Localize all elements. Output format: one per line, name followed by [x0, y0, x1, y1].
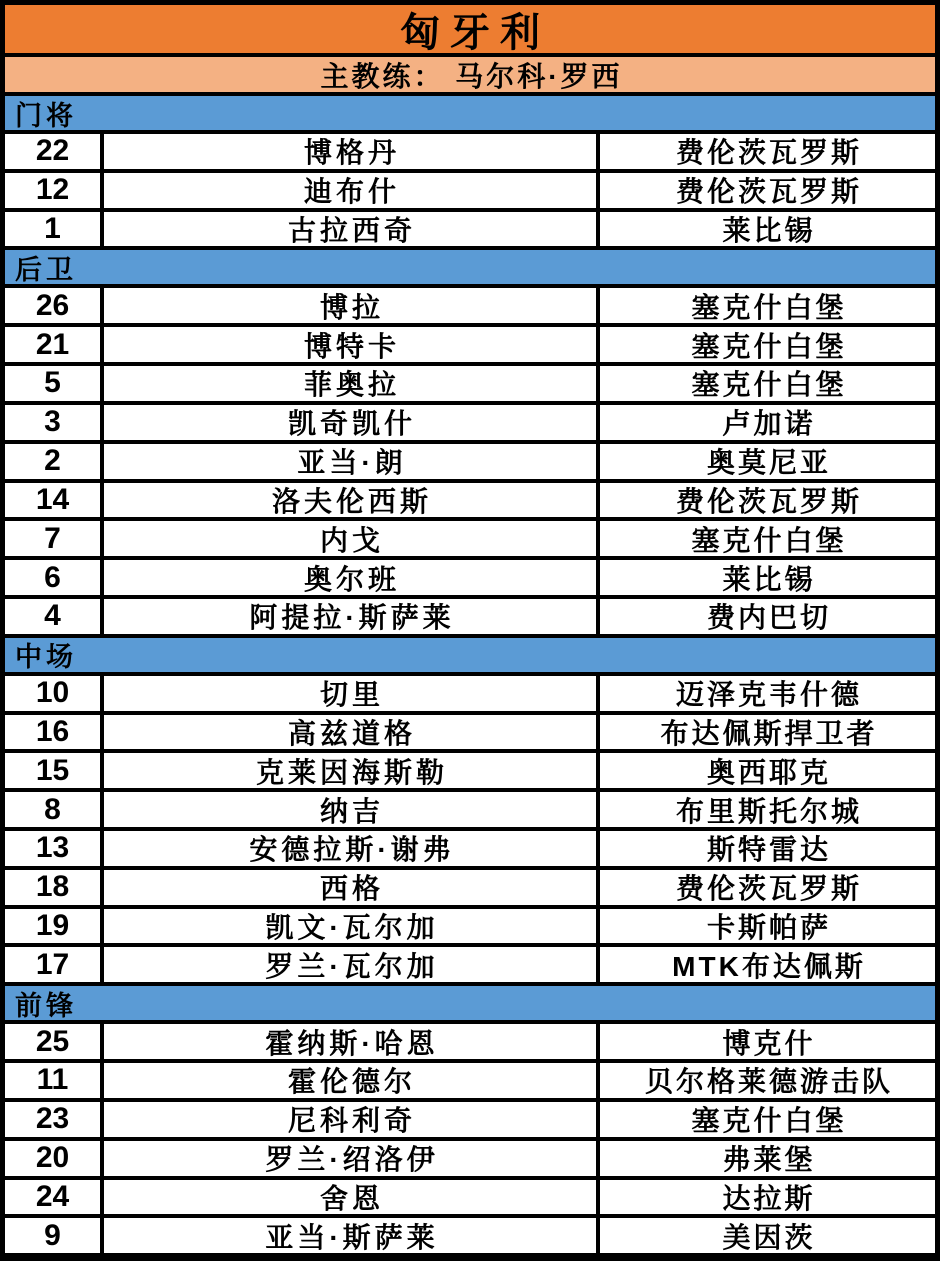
- player-club-cell: 费内巴切: [706, 602, 831, 634]
- player-row: [5, 521, 935, 560]
- player-number-cell: 23: [5, 1102, 104, 1137]
- player-row: [5, 327, 935, 366]
- player-number-cell: 20: [5, 1141, 104, 1176]
- player-name-cell: 博格丹: [104, 134, 600, 169]
- player-row: [5, 947, 935, 986]
- player-number-cell: 25: [5, 1024, 104, 1059]
- player-number-cell: 17: [5, 947, 104, 982]
- player-club-cell: 博克什: [722, 1027, 816, 1059]
- section-header-row: [5, 638, 935, 676]
- player-row: [5, 1024, 935, 1063]
- player-club-cell: 奥莫尼亚: [706, 447, 831, 479]
- player-name-cell: 凯文·瓦尔加: [104, 909, 600, 944]
- player-row: [5, 134, 935, 173]
- player-row: [5, 599, 935, 638]
- player-row: [5, 173, 935, 212]
- player-row: [5, 212, 935, 251]
- player-number-cell: 1: [5, 212, 104, 247]
- player-club-cell: 费伦茨瓦罗斯: [675, 873, 862, 905]
- player-number-cell: 26: [5, 288, 104, 323]
- section-header-row: [5, 250, 935, 288]
- player-club-cell: 布达佩斯捍卫者: [660, 717, 878, 749]
- player-number-cell: 19: [5, 909, 104, 944]
- player-name-cell: 内戈: [104, 521, 600, 556]
- player-row: [5, 715, 935, 754]
- player-row: [5, 444, 935, 483]
- player-number-cell: 7: [5, 521, 104, 556]
- player-number-cell: 3: [5, 405, 104, 440]
- player-name-cell: 高兹道格: [104, 715, 600, 750]
- player-number-cell: 11: [5, 1063, 104, 1098]
- player-name-cell: 罗兰·瓦尔加: [104, 947, 600, 982]
- coach-row: [5, 57, 935, 96]
- player-row: [5, 1063, 935, 1102]
- player-row: [5, 1141, 935, 1180]
- player-number-cell: 15: [5, 753, 104, 788]
- player-row: [5, 366, 935, 405]
- coach-line: 主教练： 马尔科·罗西: [320, 60, 623, 92]
- player-club-cell: 塞克什白堡: [691, 524, 847, 556]
- player-club-cell: 塞克什白堡: [691, 1105, 847, 1137]
- player-club-cell: 卡斯帕萨: [706, 912, 831, 944]
- player-name-cell: 纳吉: [104, 792, 600, 827]
- player-row: [5, 870, 935, 909]
- player-club-cell: 贝尔格莱德游击队: [644, 1066, 893, 1098]
- player-number-cell: 6: [5, 560, 104, 595]
- player-number-cell: 21: [5, 327, 104, 362]
- player-club-cell: 弗莱堡: [722, 1144, 816, 1176]
- section-header-row: [5, 986, 935, 1024]
- player-row: [5, 792, 935, 831]
- player-number-cell: 5: [5, 366, 104, 401]
- player-number-cell: 16: [5, 715, 104, 750]
- player-number-cell: 9: [5, 1218, 104, 1253]
- player-row: [5, 1180, 935, 1219]
- player-name-cell: 西格: [104, 870, 600, 905]
- player-name-cell: 霍伦德尔: [104, 1063, 600, 1098]
- player-club-cell: 奥西耶克: [706, 756, 831, 788]
- player-name-cell: 奥尔班: [104, 560, 600, 595]
- player-row: [5, 560, 935, 599]
- player-name-cell: 阿提拉·斯萨莱: [104, 599, 600, 634]
- player-club-cell: 莱比锡: [722, 563, 816, 595]
- player-name-cell: 亚当·朗: [104, 444, 600, 479]
- player-number-cell: 22: [5, 134, 104, 169]
- player-club-cell: 美因茨: [722, 1221, 816, 1253]
- player-row: [5, 753, 935, 792]
- section-label: 中场: [15, 642, 77, 673]
- player-name-cell: 罗兰·绍洛伊: [104, 1141, 600, 1176]
- player-club-cell: MTK布达佩斯: [672, 950, 866, 982]
- player-number-cell: 24: [5, 1180, 104, 1215]
- player-club-cell: 莱比锡: [722, 215, 816, 247]
- player-name-cell: 凯奇凯什: [104, 405, 600, 440]
- player-club-cell: 卢加诺: [722, 408, 816, 440]
- player-number-cell: 10: [5, 676, 104, 711]
- player-name-cell: 洛夫伦西斯: [104, 483, 600, 518]
- player-club-cell: 塞克什白堡: [691, 330, 847, 362]
- player-number-cell: 18: [5, 870, 104, 905]
- player-number-cell: 12: [5, 173, 104, 208]
- player-name-cell: 尼科利奇: [104, 1102, 600, 1137]
- player-name-cell: 菲奥拉: [104, 366, 600, 401]
- player-row: [5, 405, 935, 444]
- player-number-cell: 2: [5, 444, 104, 479]
- player-club-cell: 斯特雷达: [706, 834, 831, 866]
- player-row: [5, 831, 935, 870]
- player-club-cell: 塞克什白堡: [691, 291, 847, 323]
- player-club-cell: 达拉斯: [722, 1182, 816, 1214]
- player-row: [5, 288, 935, 327]
- player-club-cell: 费伦茨瓦罗斯: [675, 485, 862, 517]
- team-title-row: [5, 5, 935, 57]
- team-title: 匈牙利: [400, 10, 550, 55]
- player-name-cell: 迪布什: [104, 173, 600, 208]
- section-header-row: [5, 96, 935, 134]
- section-label: 门将: [15, 100, 77, 131]
- player-name-cell: 博拉: [104, 288, 600, 323]
- player-name-cell: 切里: [104, 676, 600, 711]
- player-club-cell: 布里斯托尔城: [675, 795, 862, 827]
- player-row: [5, 483, 935, 522]
- section-label: 后卫: [15, 254, 77, 285]
- player-number-cell: 4: [5, 599, 104, 634]
- player-name-cell: 安德拉斯·谢弗: [104, 831, 600, 866]
- player-number-cell: 8: [5, 792, 104, 827]
- player-row: [5, 1102, 935, 1141]
- player-club-cell: 费伦茨瓦罗斯: [675, 176, 862, 208]
- player-row: [5, 676, 935, 715]
- player-name-cell: 博特卡: [104, 327, 600, 362]
- player-number-cell: 14: [5, 483, 104, 518]
- player-row: [5, 1218, 935, 1253]
- player-name-cell: 古拉西奇: [104, 212, 600, 247]
- squad-body: [5, 96, 935, 1253]
- player-club-cell: 迈泽克韦什德: [675, 679, 862, 711]
- player-club-cell: 费伦茨瓦罗斯: [675, 137, 862, 169]
- player-name-cell: 霍纳斯·哈恩: [104, 1024, 600, 1059]
- player-club-cell: 塞克什白堡: [691, 369, 847, 401]
- player-name-cell: 舍恩: [104, 1180, 600, 1215]
- player-name-cell: 亚当·斯萨莱: [104, 1218, 600, 1253]
- section-label: 前锋: [15, 990, 77, 1021]
- player-number-cell: 13: [5, 831, 104, 866]
- player-row: [5, 909, 935, 948]
- player-name-cell: 克莱因海斯勒: [104, 753, 600, 788]
